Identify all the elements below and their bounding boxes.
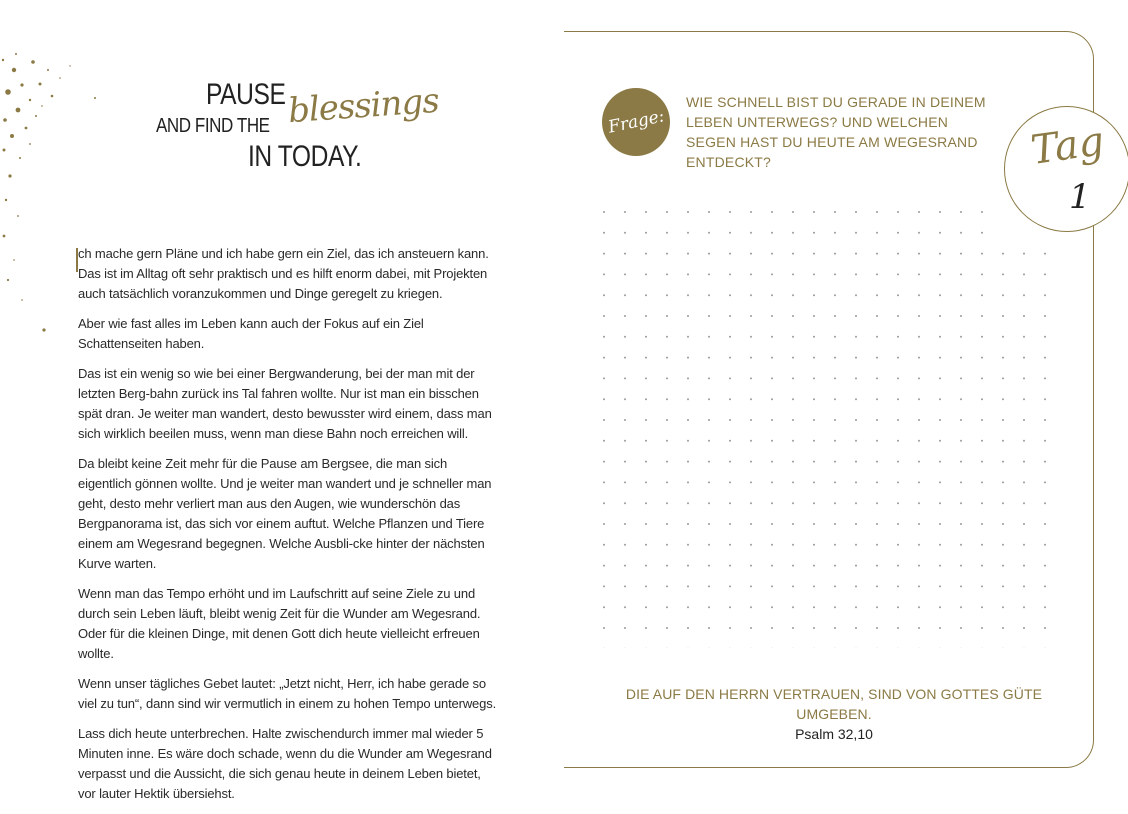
frage-label: Frage: xyxy=(606,106,666,137)
verse-reference: Psalm 32,10 xyxy=(604,724,1064,744)
headline-line-1: PAUSE xyxy=(206,78,286,112)
left-page xyxy=(0,0,564,800)
paragraph-1: ch mache gern Pläne und ich habe gern ein Ziel, das ich ansteuern kann. Das ist im Alltag oft sehr praktisch und es hilft enorm dabei, mit Projekten auch tatsächlich voranzukommen und Dinge geregelt zu kriegen. xyxy=(78,244,500,304)
verse-text: DIE AUF DEN HERRN VERTRAUEN, SIND VON GOTTES GÜTE UMGEBEN. xyxy=(604,684,1064,724)
question-text: WIE SCHNELL BIST DU GERADE IN DEINEM LEBEN UNTERWEGS? UND WELCHEN SEGEN HAST DU HEUTE AM WEGESRAND ENTDECKT? xyxy=(686,92,996,172)
right-page xyxy=(564,0,1128,800)
paragraph-7: Lass dich heute unterbrechen. Halte zwischendurch immer mal wieder 5 Minuten inne. Es wäre doch schade, wenn du die Wunder am Wegesrand verpasst und die Aussicht, die sich genau heute in deinem Leben bietet, vor lauter Hektik übersiehst. xyxy=(78,724,500,804)
paragraph-4: Da bleibt keine Zeit mehr für die Pause am Bergsee, die man sich eigentlich gönnen wollte. Und je weiter man wandert und je schneller man geht, desto mehr verliert man aus den Augen, wie wunderschön das Bergpanorama ist, das sich vor einem auftut. Welche Pflanzen und Tiere einem am Wegesrand begegnen. Welche Ausbli-cke hinter der nächsten Kurve warten. xyxy=(78,454,500,574)
bible-verse xyxy=(604,684,1064,744)
day-number: 1 xyxy=(1069,177,1091,217)
body-text xyxy=(78,244,500,814)
paragraph-5: Wenn man das Tempo erhöht und im Laufschritt auf seine Ziele zu und durch sein Leben läuft, bleibt wenig Zeit für die Wunder am Wegesrand. Oder für die kleinen Dinge, mit denen Gott dich heute vielleicht erfreuen wollte. xyxy=(78,584,500,664)
paragraph-6: Wenn unser tägliches Gebet lautet: „Jetzt nicht, Herr, ich habe gerade so viel zu tun“, dann sind wir vermutlich in einem zu hohen Tempo unterwegs. xyxy=(78,674,500,714)
frage-badge xyxy=(602,88,670,156)
paragraph-3: Das ist ein wenig so wie bei einer Bergwanderung, bei der man mit der letzten Berg-bahn zurück ins Tal fahren wollte. Nur ist man ein bisschen spät dran. Je weiter man wandert, desto bewusster wird einem, dass man sich wirklich beeilen muss, wenn man diese Bahn noch erreichen will. xyxy=(78,364,500,444)
paragraph-2: Aber wie fast alles im Leben kann auch der Fokus auf ein Ziel Schattenseiten haben. xyxy=(78,314,500,354)
day-label: Tag xyxy=(1028,118,1107,174)
headline-line-3: IN TODAY. xyxy=(248,140,361,174)
dot-grid-writing-area[interactable] xyxy=(600,208,1060,648)
headline xyxy=(150,78,410,178)
headline-script-word: blessings xyxy=(287,81,440,131)
drop-cap-bar xyxy=(76,248,78,272)
headline-line-2: AND FIND THE xyxy=(156,115,270,138)
